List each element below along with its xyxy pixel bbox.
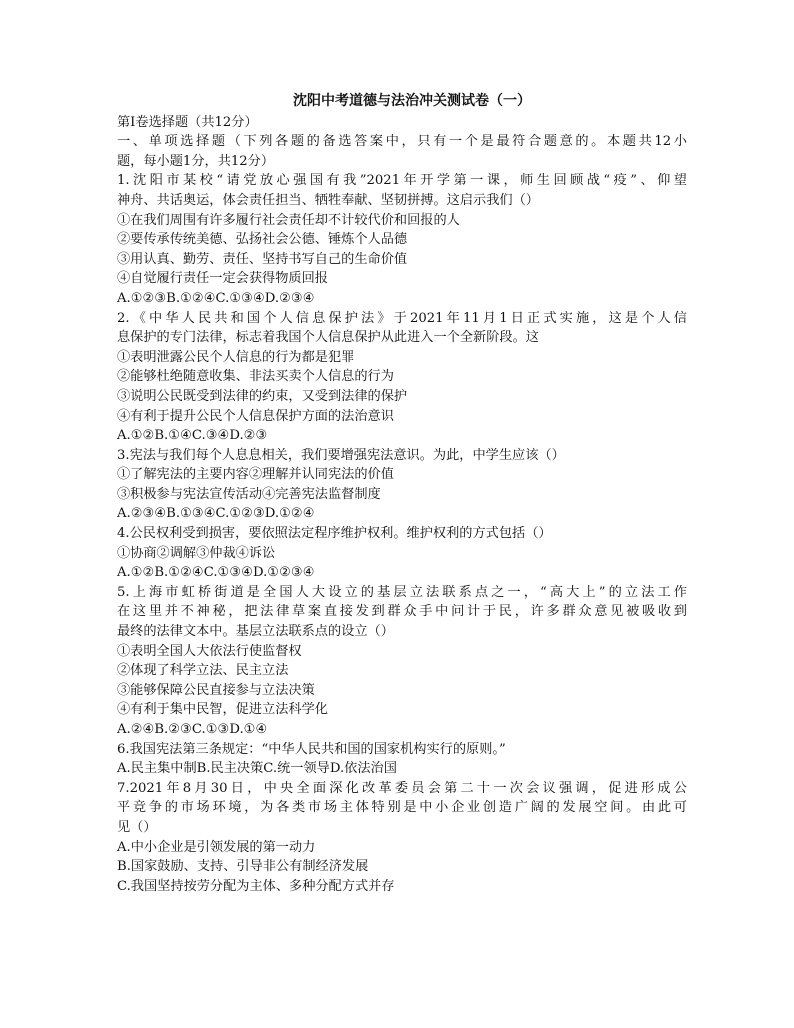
question-2-line-2: 息保护的专门法律，标志着我国个人信息保护从此进入一个全新阶段。这 [117,330,539,346]
question-6-choices: A.民主集中制B.民主决策C.统一领导D.依法治国 [117,761,397,777]
instruction-line-2: 题，每小题1分，共12分） [117,153,275,169]
question-1-option-3: ③用认真、勤劳、责任、坚持书写自己的生命价值 [117,251,408,267]
question-1-line-1: 1.沈阳市某校“请党放心强国有我”2021年开学第一课，师生回顾战“疫”、仰望 [117,173,687,189]
section-header: 第Ⅰ卷选择题（共12分） [117,114,258,130]
question-5-line-2: 在这里并不神秘，把法律草案直接发到群众手中问计于民，许多群众意见被吸收到 [117,604,687,620]
question-7-line-2: 平竞争的市场环境，为各类市场主体特别是中小企业创造广阔的发展空间。由此可 [117,800,687,816]
question-3-options-b: ③积极参与宪法宣传活动④完善宪法监督制度 [117,486,381,502]
question-3-options-a: ①了解宪法的主要内容②理解并认同宪法的价值 [117,467,394,483]
question-5-option-1: ①表明全国人大依法行使监督权 [117,643,302,659]
question-3-line-1: 3.宪法与我们每个人息息相关，我们要增强宪法意识。为此，中学生应该（） [117,447,565,463]
question-1-option-1: ①在我们周围有许多履行社会责任却不计较代价和回报的人 [117,212,460,228]
question-7-line-1: 7.2021年8月30日，中央全面深化改革委员会第二十一次会议强调，促进形成公 [117,780,687,796]
question-7-line-3: 见（） [117,819,157,835]
question-7-choice-a: A.中小企业是引领发展的第一动力 [117,839,316,855]
question-5-line-1: 5.上海市虹桥街道是全国人大设立的基层立法联系点之一，“高大上”的立法工作 [117,584,687,600]
question-5-choices: A.②④B.②③C.①③D.①④ [117,722,268,737]
question-7-choice-b: B.国家鼓励、支持、引导非公有制经济发展 [117,859,369,875]
question-2-choices: A.①②B.①④C.③④D.②③ [117,428,268,444]
question-2-option-3: ③说明公民既受到法律的约束，又受到法律的保护 [117,388,408,404]
question-6-line-1: 6.我国宪法第三条规定：“中华人民共和国的国家机构实行的原则。” [117,741,506,757]
question-4-choices: A.①②B.①②④C.①③④D.①②③④ [117,565,315,581]
question-4-line-1: 4.公民权利受到损害，要依照法定程序维护权利。维护权利的方式包括（） [117,526,552,542]
question-2-option-4: ④有利于提升公民个人信息保护方面的法治意识 [117,408,394,424]
question-2-option-1: ①表明泄露公民个人信息的行为都是犯罪 [117,349,355,365]
instruction-line-1: 一、单项选择题（下列各题的备选答案中，只有一个是最符合题意的。本题共12小 [117,134,687,150]
question-5-line-3: 最终的法律文本中。基层立法联系点的设立（） [117,624,394,640]
question-1-choices: A.①②③B.①②④C.①③④D.②③④ [117,290,315,306]
question-4-options: ①协商②调解③仲裁④诉讼 [117,545,276,561]
question-7-choice-c: C.我国坚持按劳分配为主体、多种分配方式并存 [117,878,395,894]
question-3-choices: A.②③④B.①③④C.①②③D.①②④ [117,506,315,522]
question-5-option-4: ④有利于集中民智，促进立法科学化 [117,702,328,718]
question-1-option-2: ②要传承传统美德、弘扬社会公德、锤炼个人品德 [117,232,408,248]
question-5-option-3: ③能够保障公民直接参与立法决策 [117,682,315,698]
question-5-option-2: ②体现了科学立法、民主立法 [117,663,289,679]
exam-page [117,92,687,896]
exam-title: 沈阳中考道德与法治冲关测试卷（一） [293,93,531,109]
question-2-option-2: ②能够杜绝随意收集、非法买卖个人信息的行为 [117,369,394,385]
question-1-option-4: ④自觉履行责任一定会获得物质回报 [117,271,328,287]
question-2-line-1: 2.《中华人民共和国个人信息保护法》于2021年11月1日正式实施，这是个人信 [117,310,687,326]
question-1-line-2: 神舟、共话奥运，体会责任担当、牺牲奉献、坚韧拼搏。这启示我们（） [117,192,539,208]
